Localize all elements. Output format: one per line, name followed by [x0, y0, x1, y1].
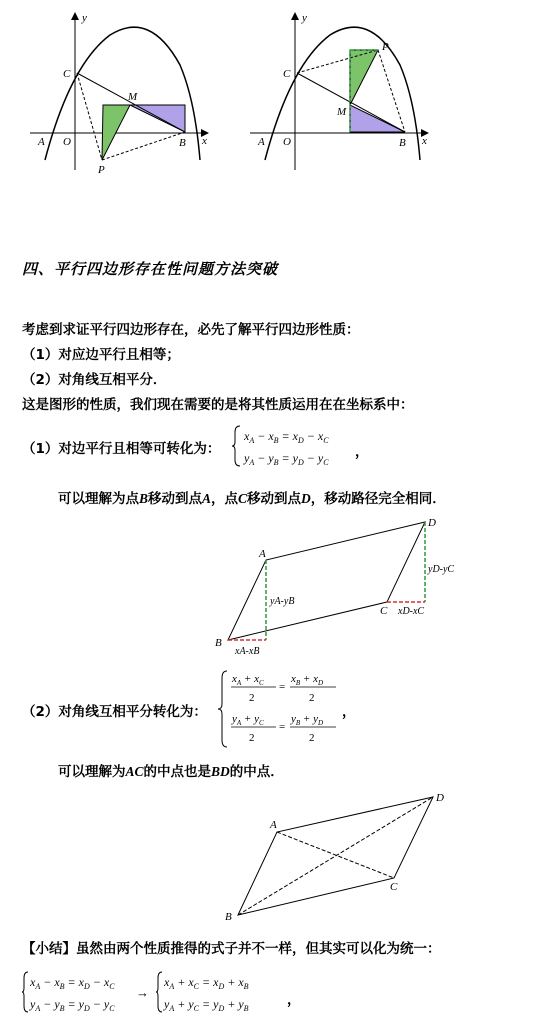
fig-label: x [202, 135, 207, 147]
svg-text:2: 2 [309, 692, 315, 704]
svg-text:xA − xB = xD − xC: $x_A - x_B = x_D - x_C$ [30, 975, 115, 991]
fig-label: A [258, 136, 265, 148]
fig-label: A [38, 136, 45, 148]
fig-label: x [422, 135, 427, 147]
summary-system [22, 968, 292, 1020]
prop2-system [218, 668, 348, 754]
svg-text:xA + xC: $x_A + x_C$ [232, 673, 264, 687]
prop2-explain: 可以理解为AC的中点也是BD的中点． [58, 764, 284, 780]
svg-text:=: = [279, 681, 286, 693]
vertex-label-a: A [270, 819, 277, 831]
fig-label: O [283, 136, 291, 148]
figure-parabola-right [250, 5, 440, 175]
svg-text:yA − yB = yD − yC: $y_A - y_B = y_D - y_C$ [30, 997, 115, 1013]
svg-text:xB + xD: $x_B + x_D$ [291, 673, 324, 687]
svg-text:2: 2 [309, 732, 315, 744]
fig-label: y [302, 12, 307, 24]
vertex-label-b: B [215, 637, 222, 649]
seg-label-xab: xA-xB [235, 646, 260, 657]
figure-parallelogram-translation [210, 512, 470, 662]
intro-line-3: （2）对角线互相平分． [22, 372, 167, 388]
svg-text:2: 2 [249, 692, 255, 704]
fig-label: O [63, 136, 71, 148]
prop2-tail: ， [342, 704, 356, 720]
fig-label: P [382, 41, 389, 53]
prop1-label: （1）对边平行且相等可转化为： [22, 441, 221, 457]
seg-label-ydc: yD-yC [428, 564, 455, 575]
fig-label: P [98, 164, 105, 175]
svg-text:xA + xC = xD + xB: $x_A + x_C = x_D + x_B$ [164, 975, 249, 991]
fig-label: C [63, 68, 71, 80]
figure-parabola-left [30, 5, 220, 175]
summary-label: 【小结】虽然由两个性质推得的式子并不一样，但其实可以化为统一： [22, 941, 441, 957]
vertex-label-d: D [436, 792, 444, 804]
intro-line-1: 考虑到求证平行四边形存在，必先了解平行四边形性质： [22, 322, 360, 338]
svg-text:yA − yB = yD − yC: $y_A - y_B = y_D - y_C$ [244, 451, 329, 467]
svg-text:xA − xB = xD − xC: $x_A - x_B = x_D - x_C$ [244, 429, 329, 445]
prop1-explain: 可以理解为点B移动到点A，点C移动到点D，移动路径完全相同． [58, 491, 446, 507]
fig-label: B [399, 137, 406, 149]
fig-label: M [128, 91, 138, 103]
svg-text:=: = [279, 721, 286, 733]
prop1-tail: ， [355, 444, 369, 460]
fig-label: B [179, 137, 186, 149]
intro-line-2: （1）对应边平行且相等； [22, 347, 180, 363]
svg-text:yB + yD: $y_B + y_D$ [291, 713, 324, 727]
fig-label: M [337, 106, 347, 118]
svg-text:yA + yC = yD + yB: $y_A + y_C = y_D + y_B$ [164, 997, 249, 1013]
figure-parallelogram-diagonals [220, 790, 460, 925]
vertex-label-c: C [390, 881, 398, 893]
section-title: 四、平行四边形存在性问题方法突破 [22, 260, 279, 278]
intro-line-4: 这是图形的性质，我们现在需要的是将其性质运用在在坐标系中： [22, 397, 414, 413]
vertex-label-d: D [428, 517, 436, 529]
fig-label: y [82, 12, 87, 24]
vertex-label-a: A [259, 548, 266, 560]
fig-label: C [283, 68, 291, 80]
svg-text:→: → [136, 985, 149, 1000]
seg-label-xdc: xD-xC [398, 606, 425, 617]
vertex-label-b: B [225, 911, 232, 923]
svg-text:2: 2 [249, 732, 255, 744]
seg-label-yab: yA-yB [270, 596, 295, 607]
vertex-label-c: C [380, 605, 388, 617]
summary-tail: ， [287, 992, 301, 1008]
svg-text:yA + yC: $y_A + y_C$ [232, 713, 264, 727]
prop1-system [232, 422, 362, 474]
prop2-label: （2）对角线互相平分转化为： [22, 704, 207, 720]
